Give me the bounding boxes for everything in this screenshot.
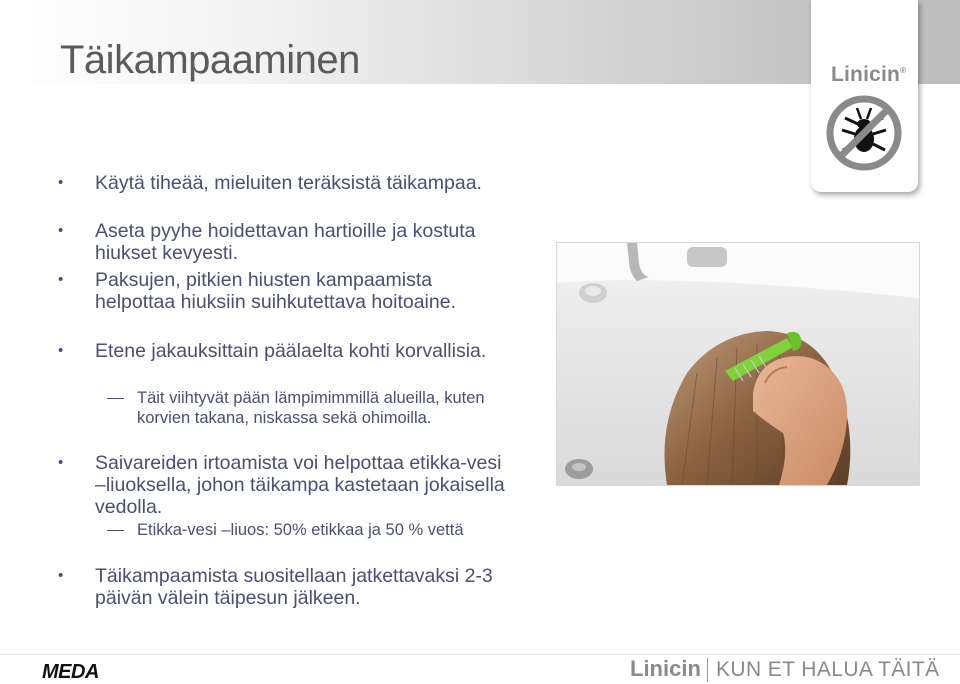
footer-brand: Linicin [630, 656, 701, 681]
meda-logo: MEDA [42, 661, 99, 683]
slide-title: Täikampaaminen [60, 38, 360, 82]
hair-combing-photo [556, 242, 920, 486]
footer-slogan: KUN ET HALUA TÄITÄ [716, 658, 940, 681]
no-lice-icon [825, 94, 903, 172]
linicin-logo-card [811, 0, 918, 192]
logo-brand: Linicin® [831, 63, 907, 86]
footer-divider [0, 654, 960, 655]
footer-separator [707, 658, 708, 682]
